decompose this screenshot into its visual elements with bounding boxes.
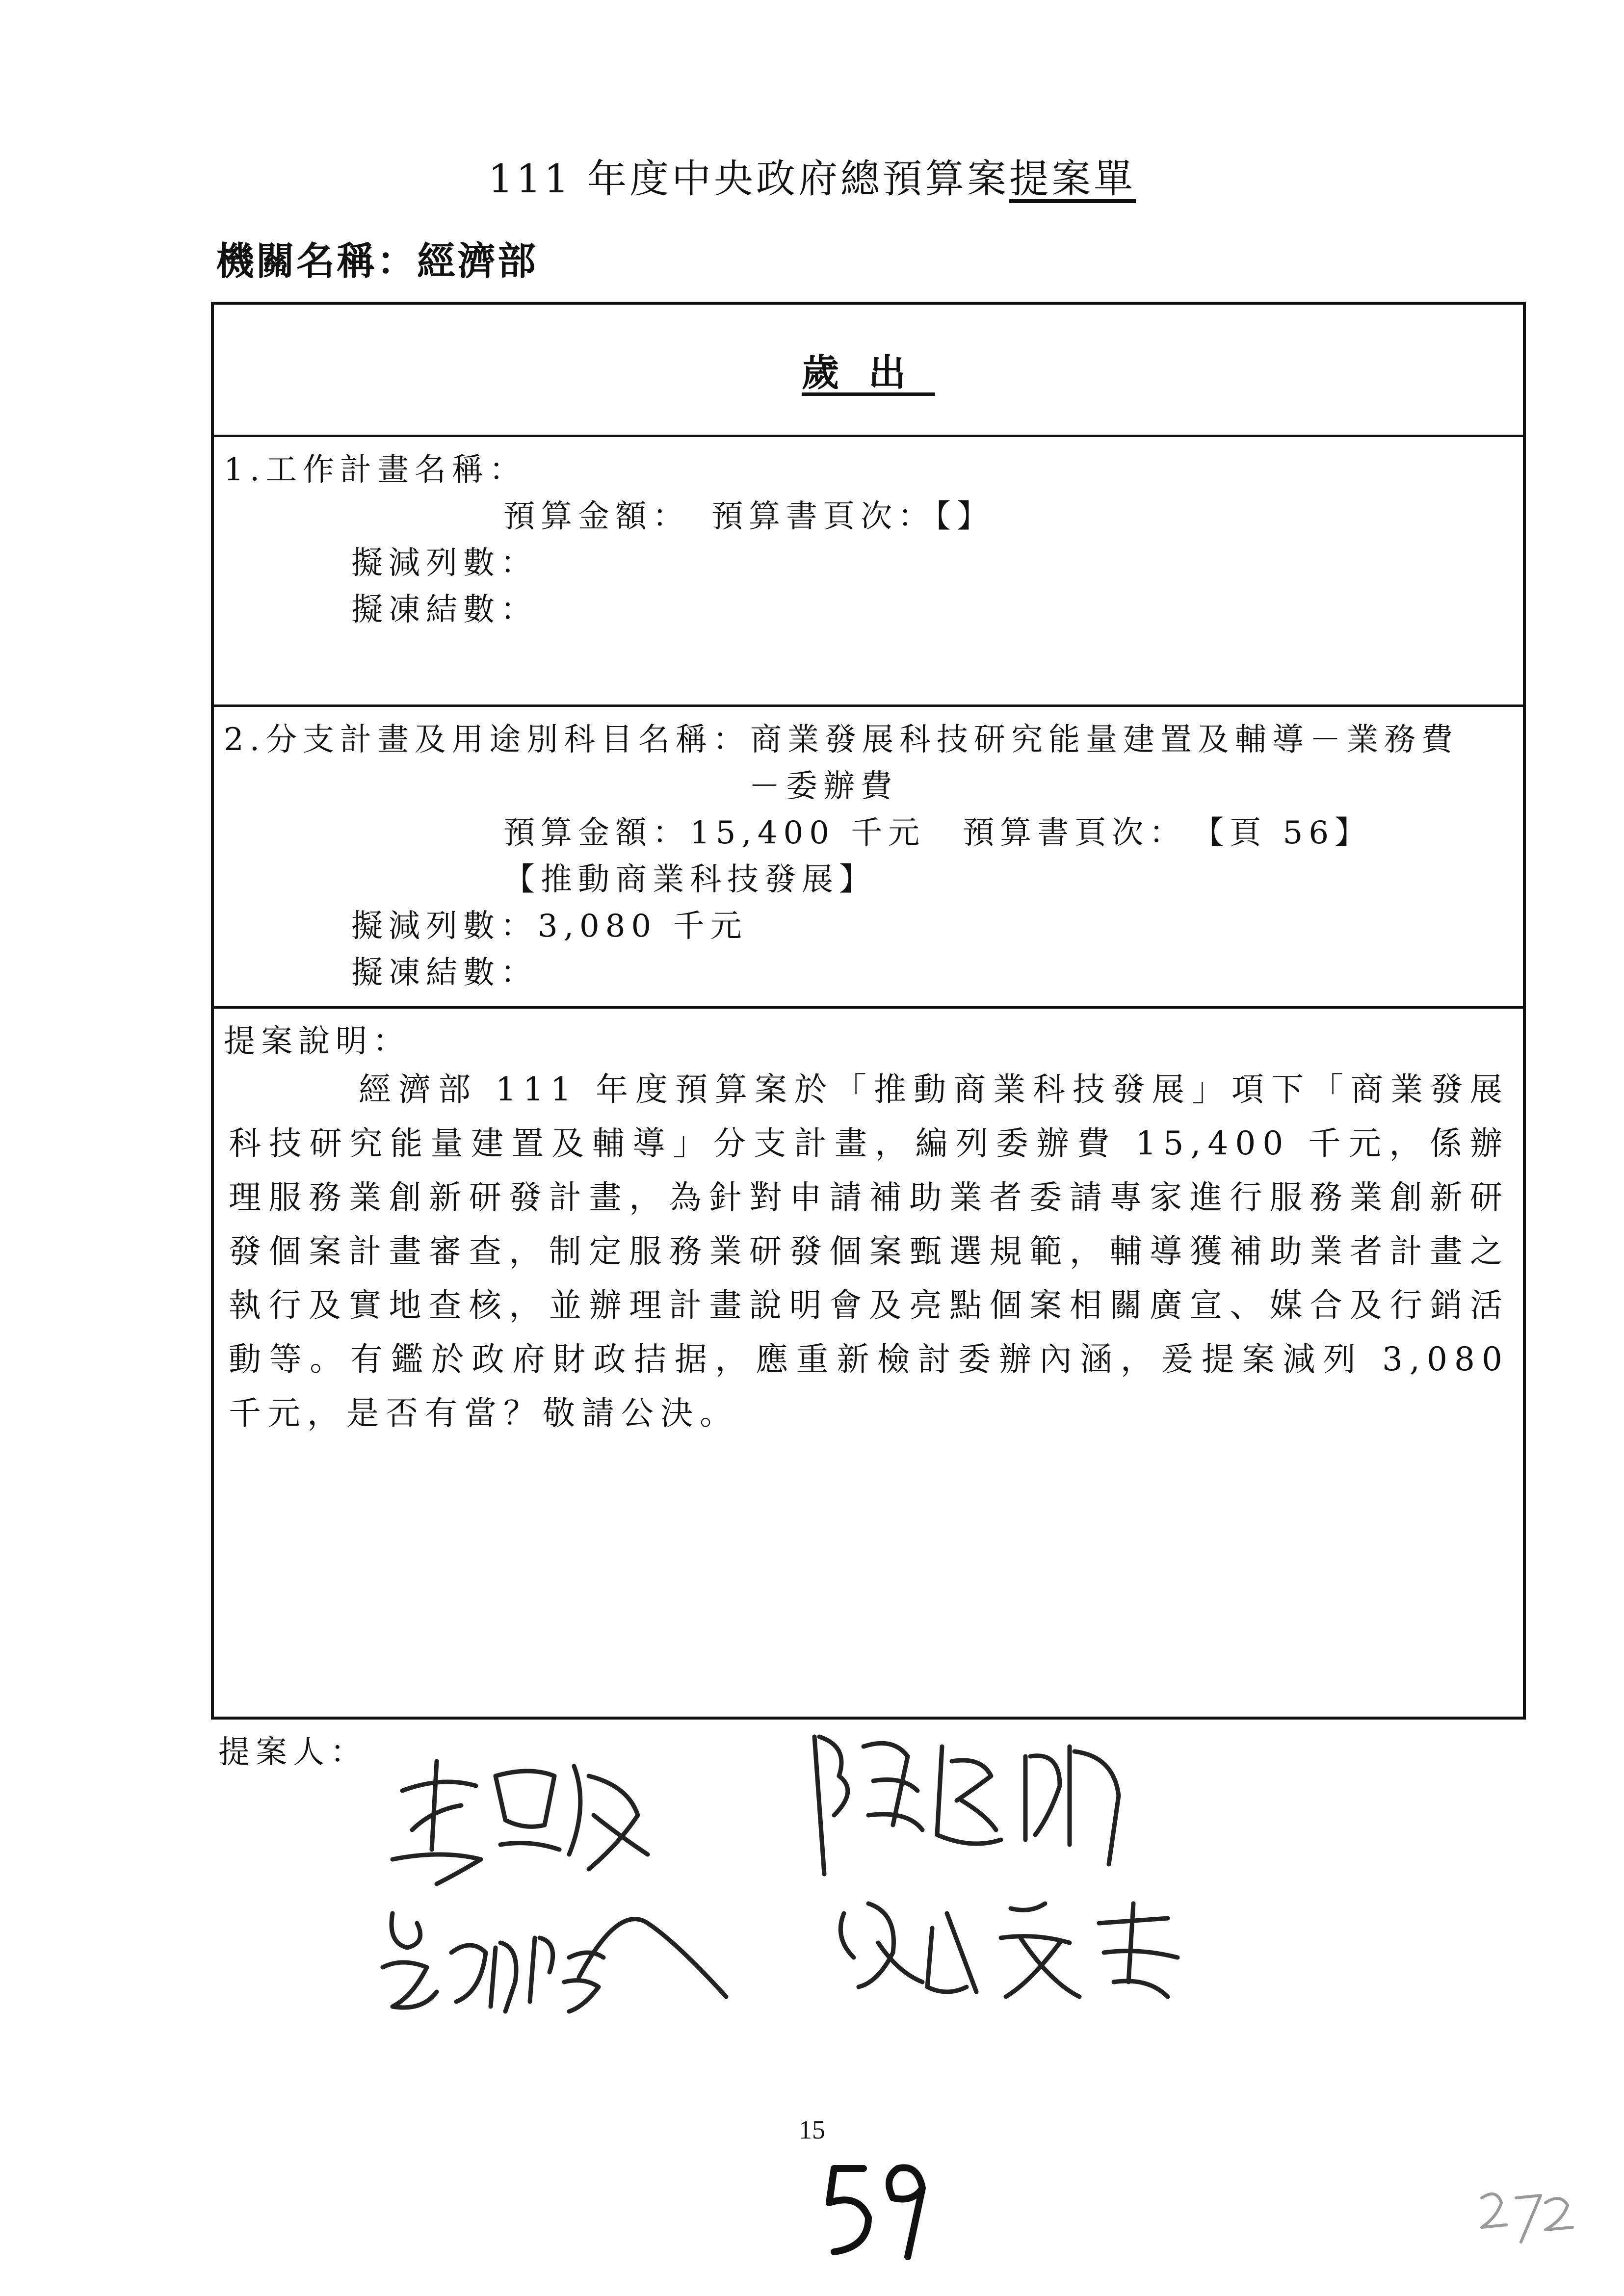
item2-name-continued: －委辦費 bbox=[749, 768, 898, 805]
corner-mark bbox=[1472, 2178, 1580, 2247]
item1-freeze: 擬凍結數： bbox=[351, 592, 538, 628]
proposer-label: 提案人： bbox=[218, 1734, 367, 1771]
item2-name: 2.分支計畫及用途別科目名稱：商業發展科技研究能量建置及輔導－業務費 bbox=[224, 722, 1459, 758]
item2-program: 【推動商業科技發展】 bbox=[503, 861, 876, 898]
signature-2 bbox=[795, 1717, 1148, 1884]
divider bbox=[214, 704, 1523, 707]
handwritten-number bbox=[814, 2149, 942, 2267]
signature-4 bbox=[824, 1884, 1207, 2011]
proposal-form bbox=[211, 302, 1526, 1720]
divider bbox=[214, 435, 1523, 437]
title-underlined: 提案單 bbox=[1009, 156, 1136, 202]
agency-name: 機關名稱：經濟部 bbox=[216, 239, 538, 284]
signature-1 bbox=[383, 1747, 657, 1894]
explanation-text: 經濟部 111 年度預算案於「推動商業科技發展」項下「商業發展科技研究能量建置及輔導」分支計畫，編列委辦費 15,400 千元，係辦理服務業創新研發計畫，為針對申請補助業者委請專家進行服務業創新研發個案計畫審查，制定服務業研發個案甄選規範，輔導獲補助業者計畫之執行及實地查核，並辦理計畫說明會及亮點個案相關廣宣、媒合及行銷活動等。有鑑於政府財政拮据，應重新檢討委辦內涵，爰提案減列 3,080 千元，是否有當？敬請公決。 bbox=[229, 1070, 1509, 1432]
item1-cut: 擬減列數： bbox=[351, 545, 538, 581]
item2-budget-line: 預算金額：15,400 千元 預算書頁次： 【頁 56】 bbox=[503, 815, 1372, 851]
document-title bbox=[0, 147, 1624, 204]
signature-3 bbox=[373, 1894, 765, 2021]
item2-cut: 擬減列數：3,080 千元 bbox=[351, 908, 748, 944]
form-header: 歲出 bbox=[802, 351, 935, 394]
item1-budget-line: 預算金額： 預算書頁次：【】 bbox=[503, 498, 994, 535]
page-number: 15 bbox=[799, 2115, 825, 2144]
explanation-label: 提案說明： bbox=[224, 1023, 410, 1060]
divider bbox=[214, 1006, 1523, 1009]
item2-freeze: 擬凍結數： bbox=[351, 955, 538, 991]
title-text: 111 年度中央政府總預算案 bbox=[488, 156, 1010, 202]
item1-name: 1.工作計畫名稱： bbox=[224, 452, 527, 488]
